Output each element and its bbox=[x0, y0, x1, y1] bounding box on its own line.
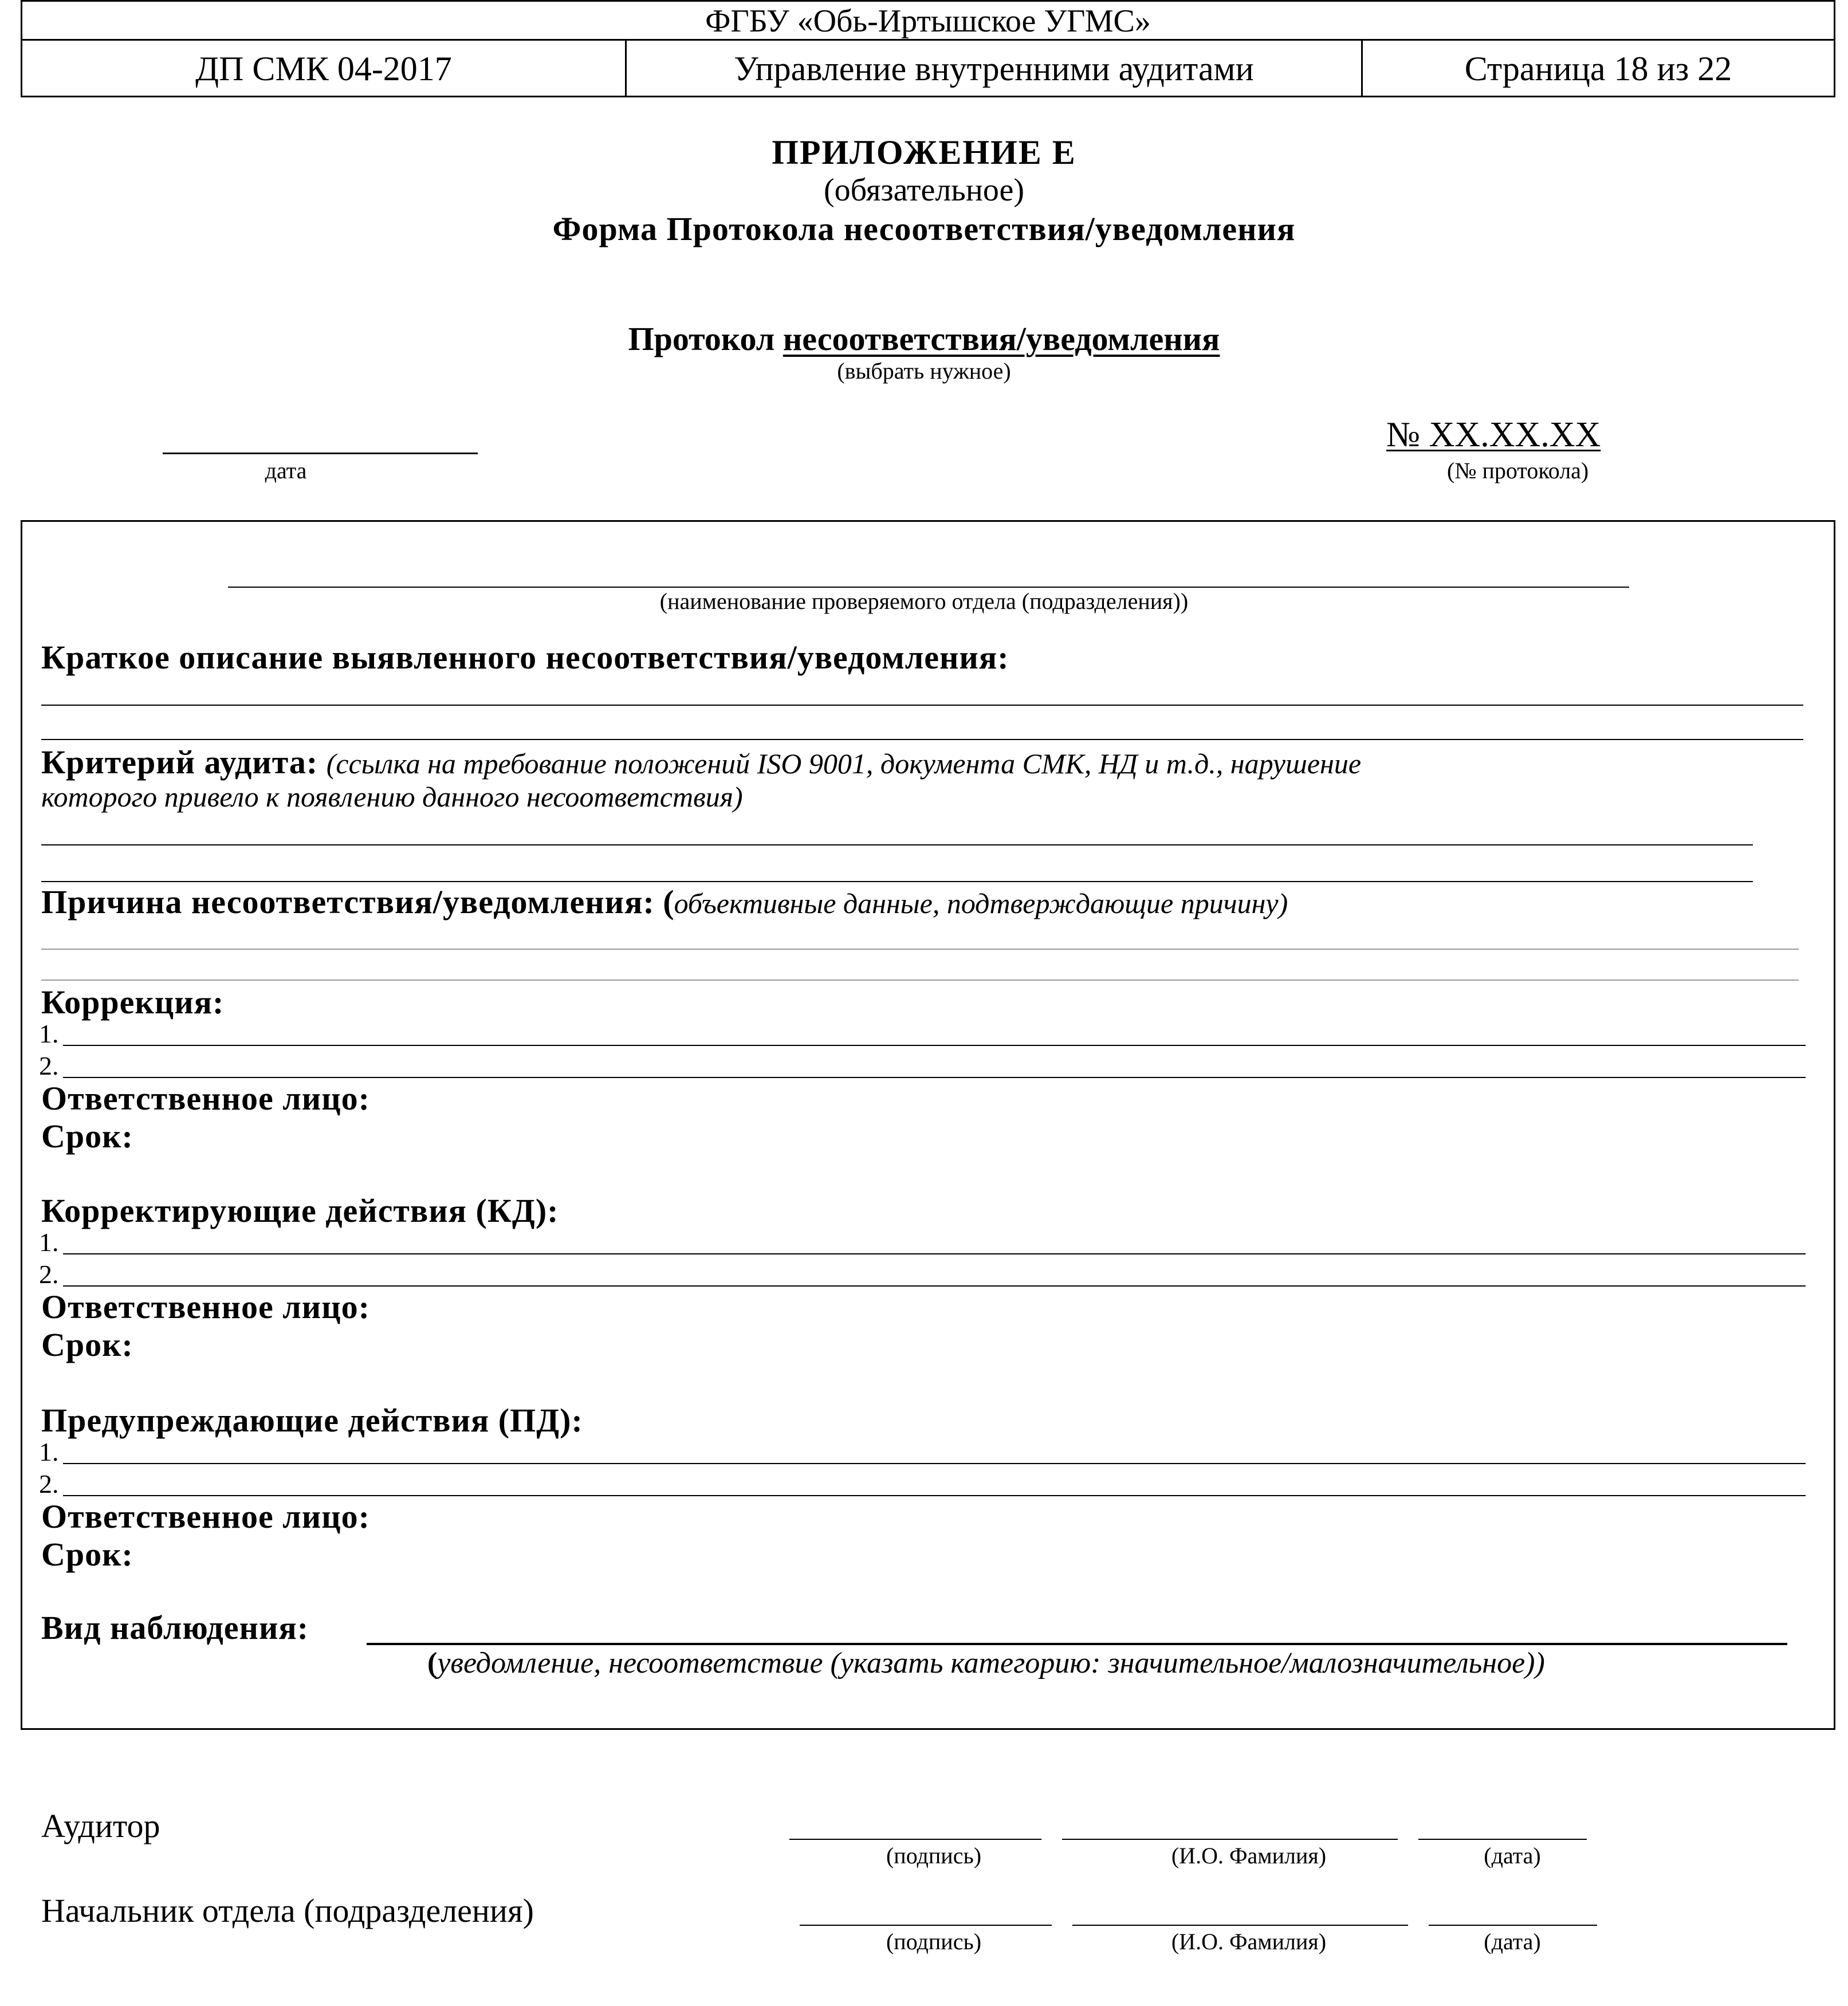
cause-label: Причина несоответствия/уведомления: bbox=[41, 883, 655, 921]
protocol-title bbox=[0, 320, 1848, 358]
protocol-title-prefix: Протокол bbox=[628, 320, 783, 357]
preventive-item-2-line[interactable] bbox=[63, 1495, 1806, 1496]
preventive-item-2-number: 2. bbox=[39, 1469, 59, 1498]
auditor-name-caption: (И.О. Фамилия) bbox=[1171, 1843, 1327, 1869]
cause-line-2[interactable] bbox=[41, 980, 1799, 981]
protocol-form-box bbox=[21, 520, 1835, 1730]
preventive-actions-title: Предупреждающие действия (ПД): bbox=[41, 1402, 583, 1439]
head-signature-caption: (подпись) bbox=[886, 1929, 982, 1954]
criterion-label: Критерий аудита: bbox=[41, 744, 319, 781]
appendix-status: (обязательное) bbox=[824, 172, 1024, 208]
document-code: ДП СМК 04-2017 bbox=[22, 41, 627, 97]
appendix-form-name: Форма Протокола несоответствия/уведомления bbox=[552, 210, 1296, 247]
description-label: Краткое описание выявленного несоответствия/уведомления: bbox=[41, 639, 1009, 676]
criterion-hint-2: которого привело к появлению данного несоответствия) bbox=[41, 781, 743, 813]
auditor-name-line[interactable] bbox=[1062, 1839, 1398, 1840]
observation-hint-paren: ( bbox=[427, 1647, 438, 1679]
corrective-deadline-label: Срок: bbox=[41, 1326, 133, 1363]
preventive-deadline-label: Срок: bbox=[41, 1536, 133, 1573]
description-line-2[interactable] bbox=[41, 739, 1803, 740]
protocol-title-type: несоответствия/уведомления bbox=[783, 320, 1220, 357]
correction-title: Коррекция: bbox=[41, 984, 225, 1021]
auditor-label: Аудитор bbox=[41, 1807, 160, 1844]
corrective-actions-title: Корректирующие действия (КД): bbox=[41, 1192, 559, 1229]
auditor-date-line[interactable] bbox=[1418, 1839, 1587, 1840]
cause-line-1[interactable] bbox=[41, 949, 1799, 950]
criterion-line-2[interactable] bbox=[41, 881, 1753, 882]
corrective-responsible-label: Ответственное лицо: bbox=[41, 1288, 370, 1325]
document-header-table bbox=[21, 0, 1835, 97]
correction-item-1-line[interactable] bbox=[63, 1045, 1806, 1046]
head-date-caption: (дата) bbox=[1484, 1929, 1541, 1954]
corrective-item-1-line[interactable] bbox=[63, 1253, 1806, 1254]
preventive-item-1-number: 1. bbox=[39, 1437, 59, 1466]
observation-type-label: Вид наблюдения: bbox=[41, 1609, 309, 1646]
date-caption: дата bbox=[265, 458, 307, 483]
preventive-item-1-line[interactable] bbox=[63, 1463, 1806, 1464]
head-date-line[interactable] bbox=[1429, 1925, 1597, 1926]
criterion-hint-1: (ссылка на требование положений ISO 9001, документа СМК, НД и т.д., нарушение bbox=[326, 748, 1362, 780]
auditor-signature-caption: (подпись) bbox=[886, 1843, 982, 1869]
observation-type-line[interactable] bbox=[367, 1643, 1787, 1645]
auditor-signature-line[interactable] bbox=[789, 1839, 1041, 1840]
head-name-line[interactable] bbox=[1072, 1925, 1408, 1926]
observation-hint: уведомление, несоответствие (указать категорию: значительное/малозначительное)) bbox=[437, 1647, 1545, 1679]
cause-block bbox=[41, 883, 1288, 922]
auditor-date-caption: (дата) bbox=[1484, 1843, 1541, 1869]
head-of-department-label: Начальник отдела (подразделения) bbox=[41, 1892, 534, 1929]
corrective-item-2-line[interactable] bbox=[63, 1285, 1806, 1287]
corrective-item-1-number: 1. bbox=[39, 1228, 59, 1257]
correction-responsible-label: Ответственное лицо: bbox=[41, 1080, 370, 1117]
document-title: Управление внутренними аудитами bbox=[627, 41, 1363, 97]
protocol-number: № XX.XX.XX bbox=[1386, 415, 1601, 454]
criterion-line-1[interactable] bbox=[41, 844, 1753, 845]
criterion-block bbox=[41, 744, 1361, 782]
appendix-title: ПРИЛОЖЕНИЕ Е bbox=[772, 133, 1076, 171]
correction-item-2-number: 2. bbox=[39, 1051, 59, 1080]
protocol-number-caption: (№ протокола) bbox=[1447, 458, 1589, 483]
cause-hint-paren: ( bbox=[663, 883, 674, 921]
date-line[interactable] bbox=[163, 453, 478, 454]
correction-deadline-label: Срок: bbox=[41, 1118, 133, 1155]
corrective-item-2-number: 2. bbox=[39, 1260, 59, 1289]
observation-hint-block bbox=[427, 1646, 1545, 1680]
department-caption: (наименование проверяемого отдела (подразделения)) bbox=[659, 588, 1189, 614]
preventive-responsible-label: Ответственное лицо: bbox=[41, 1498, 370, 1535]
head-name-caption: (И.О. Фамилия) bbox=[1171, 1929, 1327, 1954]
head-signature-line[interactable] bbox=[800, 1925, 1052, 1926]
organization-name: ФГБУ «Обь-Иртышское УГМС» bbox=[22, 2, 1834, 41]
protocol-choose-hint: (выбрать нужное) bbox=[837, 358, 1011, 384]
correction-item-1-number: 1. bbox=[39, 1019, 59, 1048]
cause-hint: объективные данные, подтверждающие причину) bbox=[674, 887, 1288, 919]
page-number: Страница 18 из 22 bbox=[1464, 50, 1732, 88]
description-line-1[interactable] bbox=[41, 705, 1803, 706]
correction-item-2-line[interactable] bbox=[63, 1077, 1806, 1078]
